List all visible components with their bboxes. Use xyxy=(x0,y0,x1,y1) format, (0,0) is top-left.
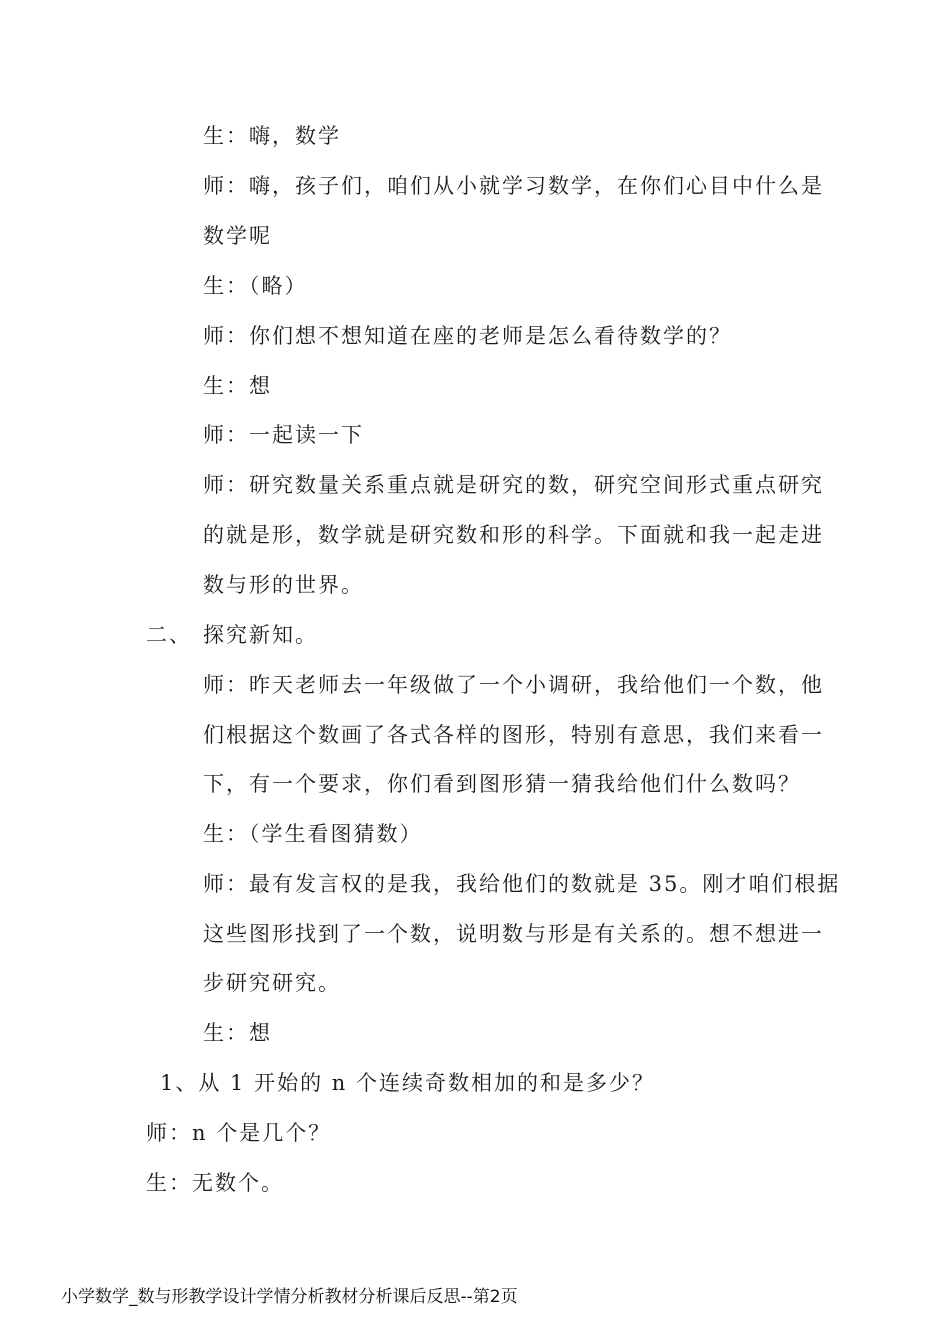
page-footer: 小学数学_数与形教学设计学情分析教材分析课后反思--第2页 xyxy=(61,1287,518,1307)
question-heading: 1、从 1 开始的 n 个连续奇数相加的和是多少？ xyxy=(160,1071,655,1095)
dialogue-line: 数学呢 xyxy=(203,224,272,248)
dialogue-line: 师：一起读一下 xyxy=(203,423,364,447)
dialogue-line: 生：无数个。 xyxy=(146,1171,284,1195)
dialogue-line: 数与形的世界。 xyxy=(203,573,364,597)
dialogue-line: 师：昨天老师去一年级做了一个小调研，我给他们一个数，他 xyxy=(203,673,824,697)
dialogue-line: 师：最有发言权的是我，我给他们的数就是 35。刚才咱们根据 xyxy=(203,872,841,896)
dialogue-line: 师：嗨，孩子们，咱们从小就学习数学，在你们心目中什么是 xyxy=(203,174,824,198)
dialogue-line: 这些图形找到了一个数，说明数与形是有关系的。想不想进一 xyxy=(203,922,824,946)
dialogue-line: 生：想 xyxy=(203,374,272,398)
dialogue-line: 生：嗨，数学 xyxy=(203,124,341,148)
dialogue-line: 们根据这个数画了各式各样的图形，特别有意思，我们来看一 xyxy=(203,723,824,747)
dialogue-line: 师：你们想不想知道在座的老师是怎么看待数学的？ xyxy=(203,324,732,348)
section-title: 探究新知。 xyxy=(203,623,318,647)
dialogue-line: 下，有一个要求，你们看到图形猜一猜我给他们什么数吗？ xyxy=(203,772,801,796)
dialogue-line: 步研究研究。 xyxy=(203,971,341,995)
dialogue-line: 生：想 xyxy=(203,1021,272,1045)
section-number: 二、 xyxy=(146,623,192,647)
dialogue-line: 师：n 个是几个？ xyxy=(146,1121,332,1145)
dialogue-line: 师：研究数量关系重点就是研究的数，研究空间形式重点研究 xyxy=(203,473,824,497)
dialogue-line: 的就是形，数学就是研究数和形的科学。下面就和我一起走进 xyxy=(203,523,824,547)
dialogue-line: 生：（学生看图猜数） xyxy=(203,822,423,846)
dialogue-line: 生：（略） xyxy=(203,274,308,298)
